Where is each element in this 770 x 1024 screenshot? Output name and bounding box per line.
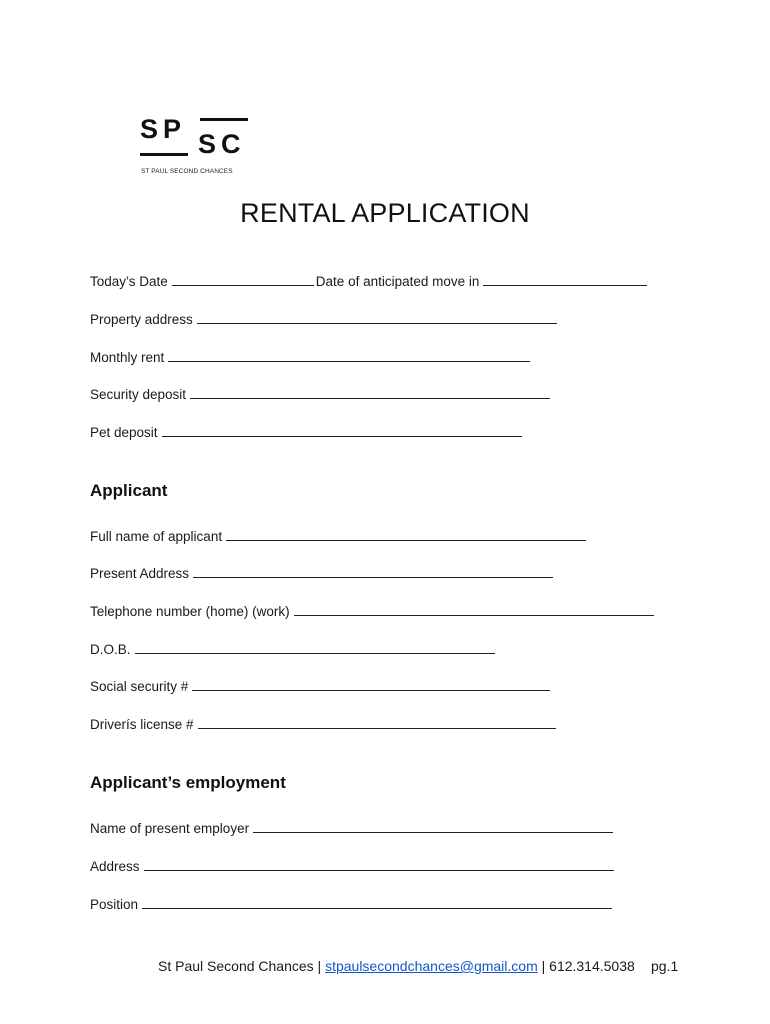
page-title: RENTAL APPLICATION: [240, 198, 530, 228]
logo-subtitle: ST PAUL SECOND CHANCES: [141, 168, 233, 175]
field-property-address: [90, 311, 557, 328]
full-name-blank[interactable]: [226, 528, 586, 541]
field-pet-deposit: [90, 424, 522, 441]
present-address-label: Present Address: [90, 566, 190, 581]
logo-letters-top: SP: [140, 114, 187, 144]
employer-address-blank[interactable]: [144, 858, 614, 871]
full-name-label: Full name of applicant: [90, 529, 223, 544]
position-label: Position: [90, 897, 139, 912]
field-employer: [90, 820, 613, 837]
telephone-blank[interactable]: [294, 603, 654, 616]
field-telephone: [90, 603, 654, 620]
present-address-blank[interactable]: [193, 565, 553, 578]
employer-address-label: Address: [90, 859, 140, 874]
security-deposit-blank[interactable]: [190, 386, 550, 399]
pet-deposit-blank[interactable]: [162, 424, 522, 437]
field-employer-address: [90, 858, 614, 875]
applicant-heading: Applicant: [90, 481, 168, 500]
telephone-label: Telephone number (home) (work): [90, 604, 290, 619]
drivers-license-blank[interactable]: [198, 716, 556, 729]
field-security-deposit: [90, 386, 550, 403]
logo-bar-right: [200, 118, 248, 121]
employment-heading: Applicant’s employment: [90, 773, 286, 792]
property-address-blank[interactable]: [197, 311, 557, 324]
dob-label: D.O.B.: [90, 642, 131, 657]
dob-blank[interactable]: [135, 641, 495, 654]
footer-phone: | 612.314.5038: [541, 958, 635, 974]
ssn-blank[interactable]: [192, 678, 550, 691]
todays-date-blank[interactable]: [172, 273, 314, 286]
field-dob: [90, 641, 495, 658]
field-present-address: [90, 565, 553, 582]
field-row-dates: [90, 273, 647, 290]
todays-date-label: Today’s Date: [90, 274, 168, 289]
logo-letters-bottom: SC: [198, 129, 246, 159]
pet-deposit-label: Pet deposit: [90, 425, 158, 440]
logo-bar-left: [140, 153, 188, 156]
footer-email-link[interactable]: stpaulsecondchances@gmail.com: [325, 958, 538, 974]
field-position: [90, 896, 612, 913]
page-number: pg.1: [651, 958, 679, 974]
field-monthly-rent: [90, 349, 530, 366]
field-full-name: [90, 528, 586, 545]
ssn-label: Social security #: [90, 679, 189, 694]
employer-label: Name of present employer: [90, 821, 250, 836]
move-in-date-blank[interactable]: [483, 273, 647, 286]
field-drivers-license: [90, 716, 556, 733]
employer-blank[interactable]: [253, 820, 613, 833]
drivers-license-label: Driverís license #: [90, 717, 194, 732]
property-address-label: Property address: [90, 312, 193, 327]
footer: [158, 958, 635, 974]
position-blank[interactable]: [142, 896, 612, 909]
field-ssn: [90, 678, 550, 695]
monthly-rent-blank[interactable]: [168, 349, 530, 362]
security-deposit-label: Security deposit: [90, 387, 187, 402]
spsc-logo: [140, 113, 260, 183]
monthly-rent-label: Monthly rent: [90, 350, 165, 365]
footer-org: St Paul Second Chances |: [158, 958, 322, 974]
move-in-date-label: Date of anticipated move in: [315, 274, 480, 289]
